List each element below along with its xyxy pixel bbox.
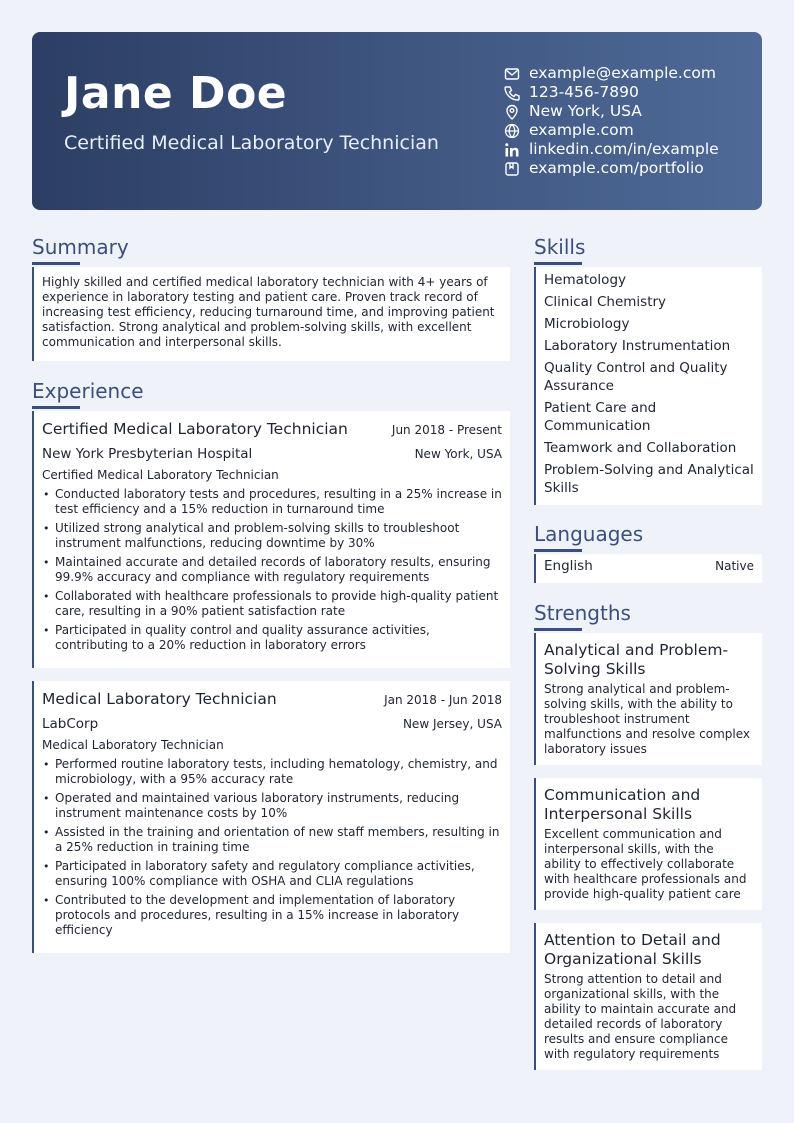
job-bullet: • Performed routine laboratory tests, including hematology, chemistry, and microbiology, with a 95% accuracy rate bbox=[42, 757, 502, 787]
job-company: New York Presbyterian Hospital bbox=[42, 446, 253, 462]
skill-item: Quality Control and Quality Assurance bbox=[544, 360, 728, 394]
summary-text: Highly skilled and certified medical laboratory technician with 4+ years of experience in laboratory testing and patient care. Proven track record of increasing test efficiency, reducing turnaround time, and improving patient satisfaction. Strong analytical and problem-solving skills, with excellent communication and interpersonal skills. bbox=[42, 275, 495, 349]
contact-location bbox=[504, 102, 719, 121]
language-name: English bbox=[544, 558, 593, 574]
strength-desc: Excellent communication and interpersonal skills, with the ability to effectively collaborate with healthcare professionals and provide high-quality patient care bbox=[544, 827, 747, 901]
languages-heading: Languages bbox=[534, 522, 644, 546]
skill-item: Teamwork and Collaboration bbox=[544, 440, 737, 456]
contact-email[interactable] bbox=[504, 64, 719, 83]
strength-desc: Strong analytical and problem-solving skills, with the ability to troubleshoot instrument malfunctions and resolve complex laboratory issues bbox=[544, 682, 750, 756]
skills-heading: Skills bbox=[534, 235, 586, 259]
candidate-role: Certified Medical Laboratory Technician bbox=[64, 132, 439, 154]
contact-website[interactable] bbox=[504, 121, 719, 140]
strengths-heading: Strengths bbox=[534, 601, 631, 625]
job-bullet: • Conducted laboratory tests and procedures, resulting in a 25% increase in test efficiency and a 15% reduction in turnaround time bbox=[42, 487, 502, 517]
job-location: New Jersey, USA bbox=[402, 717, 502, 731]
skill-item: Clinical Chemistry bbox=[544, 294, 667, 310]
job-date: Jan 2018 - Jun 2018 bbox=[384, 693, 502, 707]
strength-item bbox=[534, 778, 762, 910]
skill-item: Hematology bbox=[544, 272, 627, 288]
job-company: LabCorp bbox=[42, 716, 99, 732]
contact-location-text: New York, USA bbox=[529, 102, 642, 120]
job-subtitle: Certified Medical Laboratory Technician bbox=[42, 468, 279, 482]
resume-header bbox=[32, 32, 762, 210]
phone-icon bbox=[504, 85, 520, 101]
contact-phone-text: 123-456-7890 bbox=[529, 83, 639, 101]
job-bullet: • Utilized strong analytical and problem-solving skills to troubleshoot instrument malfunctions, reducing downtime by 30% bbox=[42, 521, 502, 551]
linkedin-icon bbox=[504, 142, 520, 158]
skill-item: Microbiology bbox=[544, 316, 630, 332]
strength-desc: Strong attention to detail and organizational skills, with the ability to maintain accurate and detailed records of laboratory results and ensure compliance with regulatory requirements bbox=[544, 972, 737, 1061]
candidate-name: Jane Doe bbox=[64, 68, 288, 119]
skill-item: Problem-Solving and Analytical Skills bbox=[544, 462, 754, 496]
strength-title: Communication and Interpersonal Skills bbox=[544, 786, 701, 823]
contact-website-text: example.com bbox=[529, 121, 634, 139]
job-bullets bbox=[42, 757, 502, 938]
experience-heading: Experience bbox=[32, 379, 144, 403]
job-title: Medical Laboratory Technician bbox=[42, 690, 277, 708]
contact-email-text: example@example.com bbox=[529, 64, 716, 82]
location-icon bbox=[504, 104, 520, 120]
strength-title: Attention to Detail and Organizational Skills bbox=[544, 931, 721, 968]
mail-icon bbox=[504, 66, 520, 82]
job-bullet: • Contributed to the development and implementation of laboratory protocols and procedures, resulting in a 15% increase in laboratory efficiency bbox=[42, 893, 502, 938]
contact-linkedin-text: linkedin.com/in/example bbox=[529, 140, 719, 158]
skills-card bbox=[534, 267, 762, 505]
job-date: Jun 2018 - Present bbox=[391, 423, 502, 437]
job-title: Certified Medical Laboratory Technician bbox=[42, 420, 348, 438]
job-bullet: • Collaborated with healthcare professionals to provide high-quality patient care, resulting in a 90% patient satisfaction rate bbox=[42, 589, 502, 619]
contact-portfolio-text: example.com/portfolio bbox=[529, 159, 704, 177]
experience-item bbox=[32, 681, 510, 953]
summary-card bbox=[32, 267, 510, 361]
summary-heading: Summary bbox=[32, 235, 129, 259]
contact-linkedin[interactable] bbox=[504, 140, 719, 159]
job-bullet: • Maintained accurate and detailed records of laboratory results, ensuring 99.9% accuracy and compliance with regulatory requirements bbox=[42, 555, 502, 585]
experience-item bbox=[32, 411, 510, 668]
skill-item: Patient Care and Communication bbox=[544, 400, 657, 434]
job-bullet: • Participated in laboratory safety and regulatory compliance activities, ensuring 100% compliance with OSHA and CLIA regulations bbox=[42, 859, 502, 889]
portfolio-icon bbox=[504, 161, 520, 177]
job-bullet: • Operated and maintained various laboratory instruments, reducing instrument maintenance costs by 10% bbox=[42, 791, 502, 821]
strength-title: Analytical and Problem-Solving Skills bbox=[544, 641, 729, 678]
strength-item bbox=[534, 923, 762, 1070]
language-level: Native bbox=[715, 559, 754, 573]
contact-phone[interactable] bbox=[504, 83, 719, 102]
job-subtitle: Medical Laboratory Technician bbox=[42, 738, 224, 752]
skill-item: Laboratory Instrumentation bbox=[544, 338, 731, 354]
languages-card bbox=[534, 554, 762, 583]
job-bullet: • Participated in quality control and quality assurance activities, contributing to a 20% reduction in laboratory errors bbox=[42, 623, 502, 653]
contact-portfolio[interactable] bbox=[504, 159, 719, 178]
contact-list bbox=[504, 64, 719, 178]
job-bullet: • Assisted in the training and orientation of new staff members, resulting in a 25% reduction in training time bbox=[42, 825, 502, 855]
language-item bbox=[536, 554, 762, 574]
globe-icon bbox=[504, 123, 520, 139]
job-location: New York, USA bbox=[414, 447, 502, 461]
strength-item bbox=[534, 633, 762, 765]
job-bullets bbox=[42, 487, 502, 653]
